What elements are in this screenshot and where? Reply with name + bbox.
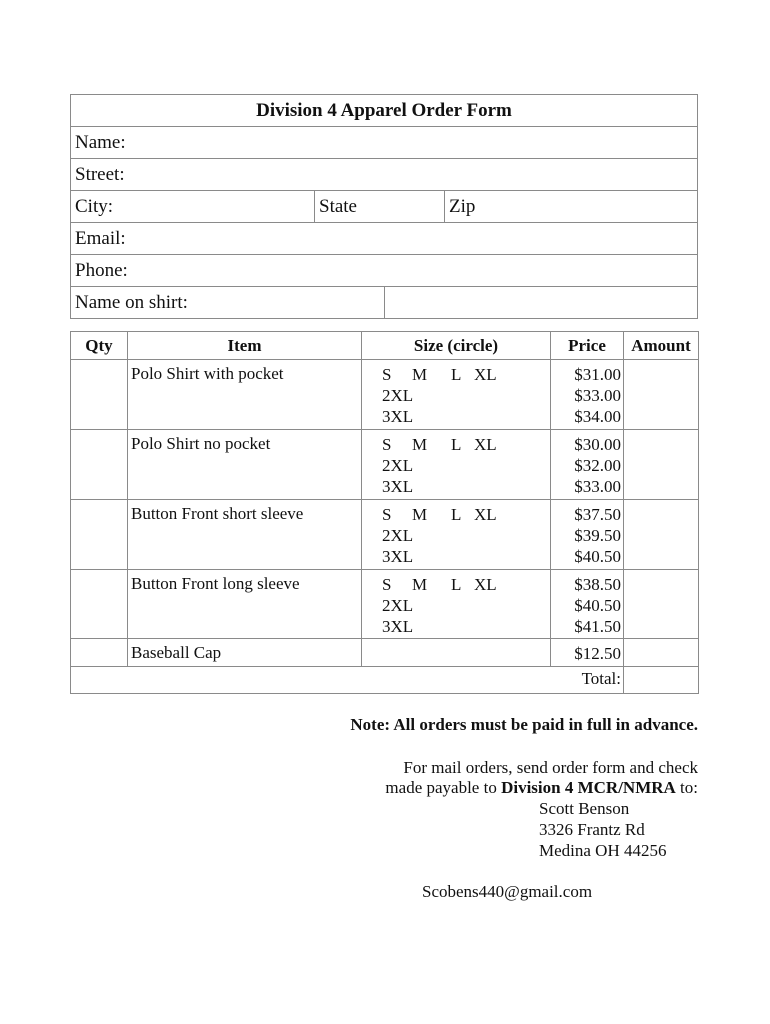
amount-cell[interactable] <box>624 570 699 639</box>
city-field[interactable] <box>71 191 315 222</box>
size-option-xxl[interactable]: 2XL <box>382 386 414 405</box>
item-cell: Polo Shirt no pocket <box>128 430 362 500</box>
price-value: $12.50 <box>574 644 621 663</box>
qty-header: Qty <box>71 332 128 360</box>
email-label: Email: <box>75 227 126 249</box>
qty-cell[interactable] <box>71 570 128 639</box>
contact-email: Scobens440@gmail.com <box>422 882 593 901</box>
size-option-m[interactable]: M <box>412 365 428 384</box>
phone-label: Phone: <box>75 259 128 281</box>
contact-info-box <box>70 94 698 319</box>
address-city: Medina OH 44256 <box>539 841 667 860</box>
price-value: $40.50 <box>574 596 621 615</box>
size-cell[interactable] <box>362 570 551 639</box>
amount-cell[interactable] <box>624 360 699 430</box>
size-header: Size (circle) <box>362 332 551 360</box>
mail-prefix: made payable to <box>385 778 502 797</box>
email-field[interactable] <box>71 222 697 254</box>
price-value: $32.00 <box>574 456 621 475</box>
size-option-xxxl[interactable]: 3XL <box>382 617 414 636</box>
price-value: $41.50 <box>574 617 621 636</box>
name-on-shirt-field[interactable] <box>385 287 697 318</box>
price-header: Price <box>551 332 624 360</box>
size-option-xl[interactable]: XL <box>474 575 497 594</box>
name-label: Name: <box>75 131 126 153</box>
mail-instructions-line2 <box>385 778 698 798</box>
size-options-line <box>382 434 550 455</box>
qty-cell[interactable] <box>71 430 128 500</box>
total-row <box>71 667 699 694</box>
state-field[interactable] <box>315 191 445 222</box>
name-field[interactable] <box>71 126 697 158</box>
size-cell <box>362 639 551 667</box>
size-options-line <box>382 364 550 385</box>
total-amount-cell[interactable] <box>624 667 699 694</box>
phone-field[interactable] <box>71 254 697 286</box>
table-row <box>71 639 699 667</box>
amount-cell[interactable] <box>624 430 699 500</box>
size-cell[interactable] <box>362 430 551 500</box>
name-on-shirt-label: Name on shirt: <box>71 287 385 318</box>
price-value: $30.00 <box>574 435 621 454</box>
items-body <box>71 360 699 694</box>
table-row <box>71 360 699 430</box>
mail-suffix: to: <box>675 778 698 797</box>
qty-cell[interactable] <box>71 500 128 570</box>
city-label: City: <box>75 195 114 217</box>
size-option-l[interactable]: L <box>451 435 462 454</box>
size-option-m[interactable]: M <box>412 435 428 454</box>
size-option-xl[interactable]: XL <box>474 505 497 524</box>
size-options-line <box>382 574 550 595</box>
address-street: 3326 Frantz Rd <box>539 820 645 839</box>
name-on-shirt-row <box>71 286 697 318</box>
size-option-l[interactable]: L <box>451 365 462 384</box>
size-option-xxl[interactable]: 2XL <box>382 456 414 475</box>
size-option-xxl[interactable]: 2XL <box>382 526 414 545</box>
price-cell <box>551 570 624 639</box>
item-header: Item <box>128 332 362 360</box>
price-value: $39.50 <box>574 526 621 545</box>
state-label: State <box>319 195 357 217</box>
size-option-xxxl[interactable]: 3XL <box>382 547 414 566</box>
size-option-xl[interactable]: XL <box>474 365 497 384</box>
size-option-l[interactable]: L <box>451 505 462 524</box>
price-value: $40.50 <box>574 547 621 566</box>
amount-header: Amount <box>624 332 699 360</box>
payee-name: Division 4 MCR/NMRA <box>501 778 676 797</box>
size-cell[interactable] <box>362 500 551 570</box>
price-value: $33.00 <box>574 386 621 405</box>
item-cell: Polo Shirt with pocket <box>128 360 362 430</box>
table-row <box>71 570 699 639</box>
price-cell <box>551 639 624 667</box>
price-value: $34.00 <box>574 407 621 426</box>
size-option-xl[interactable]: XL <box>474 435 497 454</box>
size-option-l[interactable]: L <box>451 575 462 594</box>
price-cell <box>551 360 624 430</box>
amount-cell[interactable] <box>624 500 699 570</box>
city-state-zip-row <box>71 190 697 222</box>
price-value: $38.50 <box>574 575 621 594</box>
advance-payment-note: Note: All orders must be paid in full in advance. <box>350 715 698 734</box>
size-option-xxxl[interactable]: 3XL <box>382 477 414 496</box>
size-cell[interactable] <box>362 360 551 430</box>
item-cell: Button Front long sleeve <box>128 570 362 639</box>
size-option-s[interactable]: S <box>382 435 392 454</box>
price-value: $33.00 <box>574 477 621 496</box>
street-label: Street: <box>75 163 125 185</box>
size-option-m[interactable]: M <box>412 505 428 524</box>
price-value: $31.00 <box>574 365 621 384</box>
table-row <box>71 500 699 570</box>
size-option-xxl[interactable]: 2XL <box>382 596 414 615</box>
items-table <box>70 331 699 694</box>
table-header-row <box>71 332 699 360</box>
size-option-s[interactable]: S <box>382 505 392 524</box>
item-cell: Baseball Cap <box>128 639 362 667</box>
street-field[interactable] <box>71 158 697 190</box>
table-row <box>71 430 699 500</box>
amount-cell[interactable] <box>624 639 699 667</box>
zip-label: Zip <box>449 195 476 217</box>
price-cell <box>551 430 624 500</box>
total-label: Total: <box>71 667 624 694</box>
size-options-line <box>382 504 550 525</box>
mail-instructions-line1: For mail orders, send order form and check <box>403 758 698 777</box>
qty-cell[interactable] <box>71 639 128 667</box>
size-option-m[interactable]: M <box>412 575 428 594</box>
form-title: Division 4 Apparel Order Form <box>256 99 512 121</box>
size-option-xxxl[interactable]: 3XL <box>382 407 414 426</box>
price-value: $37.50 <box>574 505 621 524</box>
price-cell <box>551 500 624 570</box>
size-option-s[interactable]: S <box>382 575 392 594</box>
item-cell: Button Front short sleeve <box>128 500 362 570</box>
zip-field[interactable] <box>445 191 697 222</box>
qty-cell[interactable] <box>71 360 128 430</box>
address-name: Scott Benson <box>539 799 630 818</box>
size-option-s[interactable]: S <box>382 365 392 384</box>
